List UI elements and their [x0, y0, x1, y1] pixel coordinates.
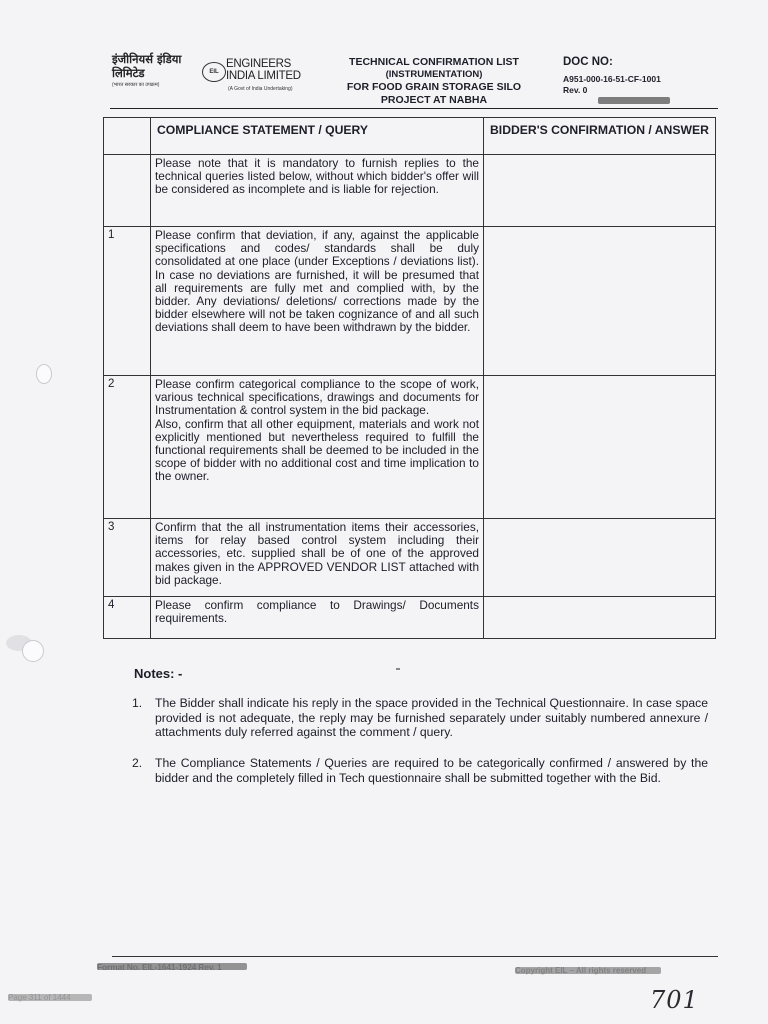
row-answer-cell[interactable] [484, 227, 716, 376]
table-header-row [104, 118, 716, 155]
notes-heading: Notes: - [134, 666, 183, 681]
doc-code: A951-000-16-51-CF-1001 [563, 74, 661, 84]
row-statement: Please confirm that deviation, if any, against the applicable specifications and codes/ standards shall be duly consolidated at one place (under Exceptions / deviations list). In case no deviations are furnished, it will be presumed that all requirements are fully met and complied with, by the bidder. Any deviations/ deletions/ corrections made by the bidder elsewhere will not be taken cognizance of and all such deviations shall deem to have been withdrawn by the bidder. [151, 227, 484, 376]
page-stamp [598, 97, 670, 104]
handwritten-page-number: 701 [650, 986, 699, 1014]
eil-logo [112, 52, 308, 98]
table-row [104, 227, 716, 376]
title-line-1: TECHNICAL CONFIRMATION LIST [349, 56, 519, 68]
note-number: 1. [132, 696, 143, 710]
row-answer-cell[interactable] [484, 519, 716, 597]
footer-divider [112, 956, 718, 957]
row-statement: Please note that it is mandatory to furnish replies to the technical queries listed below, without which bidder's offer will be considered as incomplete and is liable for rejection. [151, 155, 484, 227]
doc-code-block [563, 74, 661, 96]
note-item [132, 756, 708, 785]
row-answer-cell[interactable] [484, 376, 716, 519]
row-answer-cell[interactable] [484, 597, 716, 639]
row-number: 1 [104, 227, 151, 376]
title-line-3: FOR FOOD GRAIN STORAGE SILO [346, 81, 522, 93]
row-statement-part-1: Please confirm categorical compliance to the scope of work, various technical specifications, drawings and documents for Instrumentation & control system in the bid package. [155, 377, 479, 418]
page-mark: Page 311 of 1444 [8, 993, 71, 1002]
format-no: Format No. EIL-1641-1924 Rev. 1 [97, 962, 222, 972]
document-title [320, 56, 548, 106]
header-divider [110, 108, 718, 109]
row-number: 2 [104, 376, 151, 519]
row-statement [151, 376, 484, 519]
col-number-header [104, 118, 151, 155]
punch-hole-icon [22, 640, 44, 662]
logo-english-subtext: (A Govt of India Undertaking) [228, 86, 293, 92]
logo-emblem-icon: EIL [202, 62, 226, 82]
doc-no-label: DOC NO: [563, 56, 613, 68]
revision: Rev. 0 [563, 85, 588, 95]
title-line-2: (INSTRUMENTATION) [385, 68, 483, 80]
row-statement: Please confirm compliance to Drawings/ Documents requirements. [151, 597, 484, 639]
table-row [104, 597, 716, 639]
row-statement: Confirm that the all instrumentation items their accessories, items for relay based control system including their accessories, etc. supplied shall be of one of the approved makes given in the APPROVED VENDOR LIST attached with bid package. [151, 519, 484, 597]
scan-speck [396, 668, 400, 670]
col-answer-header: BIDDER'S CONFIRMATION / ANSWER [484, 118, 716, 155]
table-row [104, 155, 716, 227]
row-statement-part-2: Also, confirm that all other equipment, materials and work not explicitly mentioned but nevertheless required to fulfill the functional requirements shall be deemed to be included in the scope of bidder with no additional cost and time implication to the owner. [155, 416, 479, 484]
table-row [104, 519, 716, 597]
row-number: 4 [104, 597, 151, 639]
title-line-4: PROJECT AT NABHA [380, 93, 488, 106]
confirmation-table [103, 117, 716, 639]
note-number: 2. [132, 756, 143, 770]
logo-english-text: ENGINEERS INDIA LIMITED [226, 58, 301, 82]
table-row [104, 376, 716, 519]
row-answer-cell[interactable] [484, 155, 716, 227]
row-number: 3 [104, 519, 151, 597]
logo-hindi-subtext: (भारत सरकार का उपक्रम) [112, 82, 160, 88]
col-statement-header: COMPLIANCE STATEMENT / QUERY [151, 118, 484, 155]
note-text: The Compliance Statements / Queries are required to be categorically confirmed / answered by the bidder and the completely filled in Tech questionnaire shall be submitted together with the Bid. [155, 756, 708, 785]
note-item [132, 696, 708, 740]
row-number [104, 155, 151, 227]
logo-hindi-text: इंजीनियर्स इंडिया लिमिटेड [112, 52, 182, 80]
copyright-text: Copyright EIL – All rights reserved [515, 966, 647, 975]
punch-hole-icon [36, 364, 52, 384]
note-text: The Bidder shall indicate his reply in the space provided in the Technical Questionnaire. In case space provided is not adequate, the reply may be furnished separately under suitably numbered annexure / attachments duly referred against the comment / query. [155, 696, 708, 739]
